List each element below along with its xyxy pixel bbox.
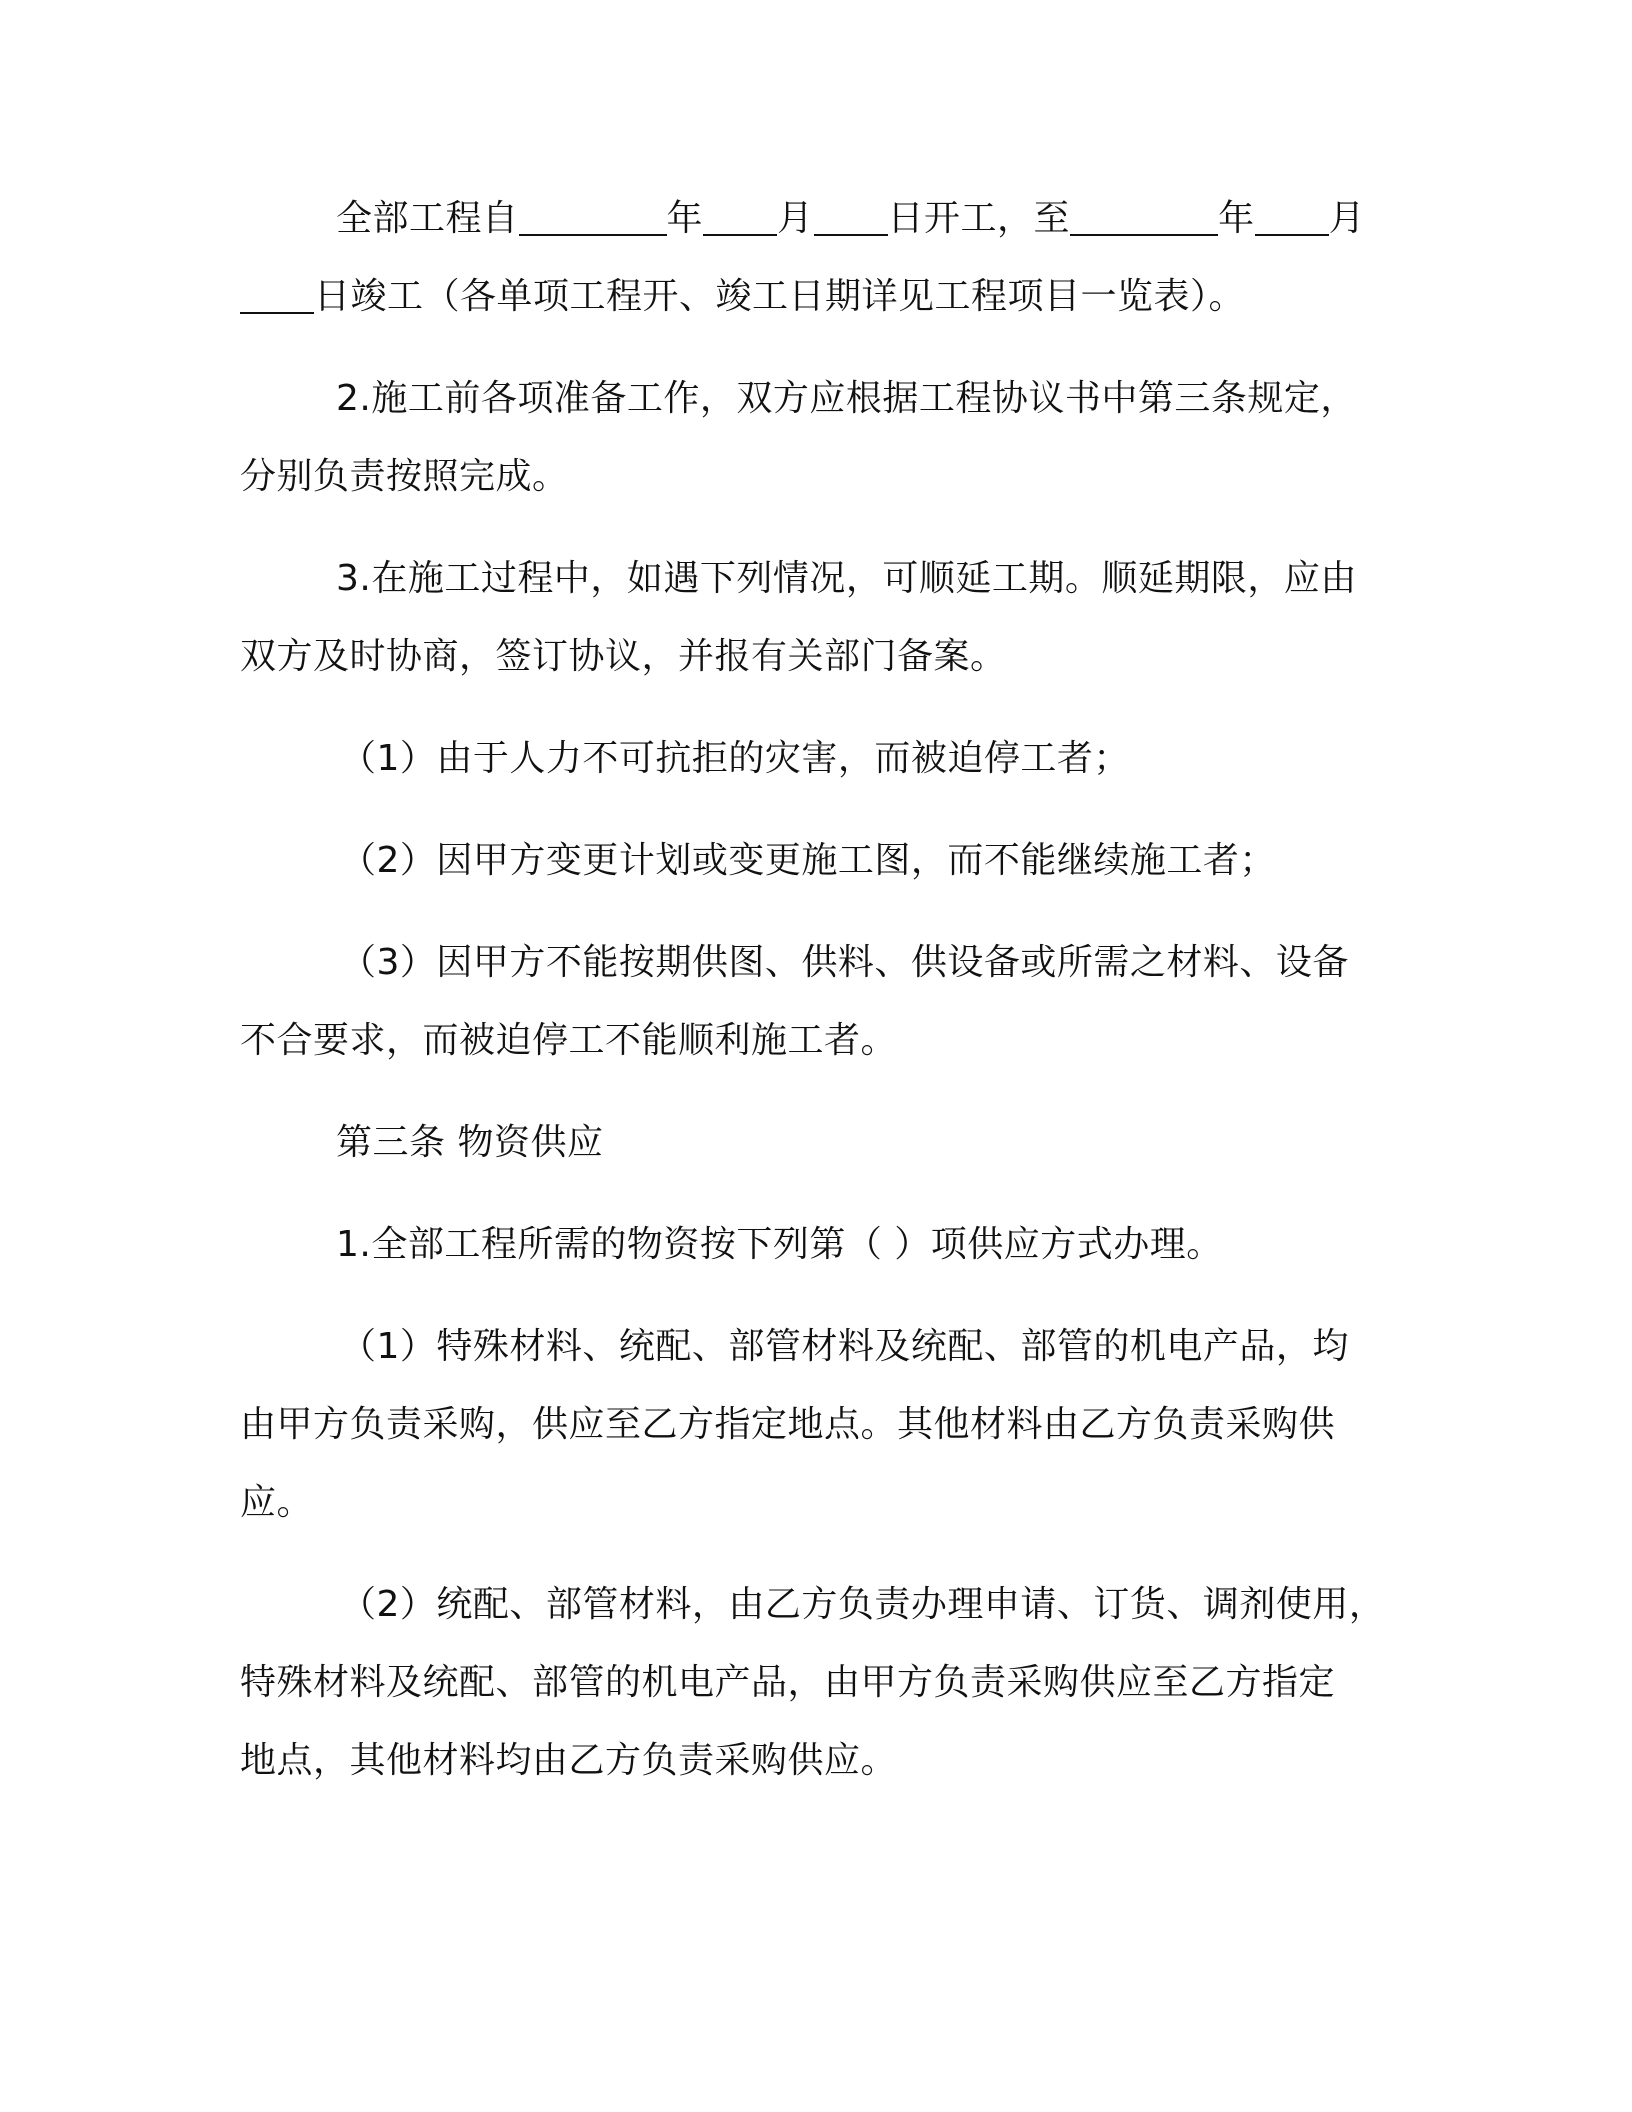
- paragraph-line: （2）统配、部管材料，由乙方负责办理申请、订货、调剂使用，: [340, 1584, 1386, 1625]
- paragraph-supply-option-1: [240, 1308, 1380, 1542]
- paragraph-line: 双方及时协商，签订协议，并报有关部门备案。: [240, 636, 1007, 677]
- paragraph-line: 第三条 物资供应: [336, 1122, 604, 1163]
- blank-field: [519, 198, 667, 236]
- paragraph-schedule: [240, 180, 1380, 336]
- paragraph-item-3: [240, 924, 1380, 1080]
- paragraph-line: 分别负责按照完成。: [240, 456, 569, 497]
- text-segment: 年: [1218, 198, 1255, 239]
- paragraph-line: 2.施工前各项准备工作，双方应根据工程协议书中第三条规定，: [336, 378, 1357, 419]
- paragraph-line: （2）因甲方变更计划或变更施工图，而不能继续施工者；: [340, 840, 1276, 881]
- paragraph-preparation: [240, 360, 1380, 516]
- text-segment: 日竣工（各单项工程开、竣工日期详见工程项目一览表）。: [314, 276, 1246, 317]
- text-segment: 全部工程自: [336, 198, 519, 239]
- paragraph-supply-option-2: [240, 1566, 1386, 1800]
- blank-field: [703, 198, 777, 236]
- blank-field: [240, 276, 314, 314]
- paragraph-line: （1）由于人力不可抗拒的灾害，而被迫停工者；: [340, 738, 1130, 779]
- text-segment: 日开工，至: [887, 198, 1071, 239]
- paragraph-line: 应。: [240, 1482, 314, 1523]
- paragraph-line: 地点，其他材料均由乙方负责采购供应。: [240, 1740, 898, 1781]
- paragraph-line: 不合要求，而被迫停工不能顺利施工者。: [240, 1020, 898, 1061]
- paragraph-line: 3.在施工过程中，如遇下列情况，可顺延工期。顺延期限，应由: [336, 558, 1357, 599]
- text-segment: 月: [777, 198, 814, 239]
- paragraph-item-2: [240, 822, 1380, 900]
- blank-field: [814, 198, 888, 236]
- paragraph-line: [240, 180, 1380, 258]
- paragraph-line: [240, 258, 1380, 336]
- paragraph-line: （1）特殊材料、统配、部管材料及统配、部管的机电产品，均: [340, 1326, 1349, 1367]
- blank-field: [1255, 198, 1329, 236]
- paragraph-line: 特殊材料及统配、部管的机电产品，由甲方负责采购供应至乙方指定: [240, 1662, 1336, 1703]
- paragraph-line: 1.全部工程所需的物资按下列第（ ）项供应方式办理。: [336, 1224, 1223, 1265]
- text-segment: 年: [666, 198, 704, 239]
- paragraph-supply-method: [240, 1206, 1380, 1284]
- paragraph-line: （3）因甲方不能按期供图、供料、供设备或所需之材料、设备: [340, 942, 1349, 983]
- paragraph-line: 由甲方负责采购，供应至乙方指定地点。其他材料由乙方负责采购供: [240, 1404, 1336, 1445]
- text-segment: 月: [1328, 198, 1366, 239]
- blank-field: [1070, 198, 1218, 236]
- paragraph-item-1: [240, 720, 1380, 798]
- paragraph-extension: [240, 540, 1380, 696]
- article-heading: [240, 1104, 1380, 1182]
